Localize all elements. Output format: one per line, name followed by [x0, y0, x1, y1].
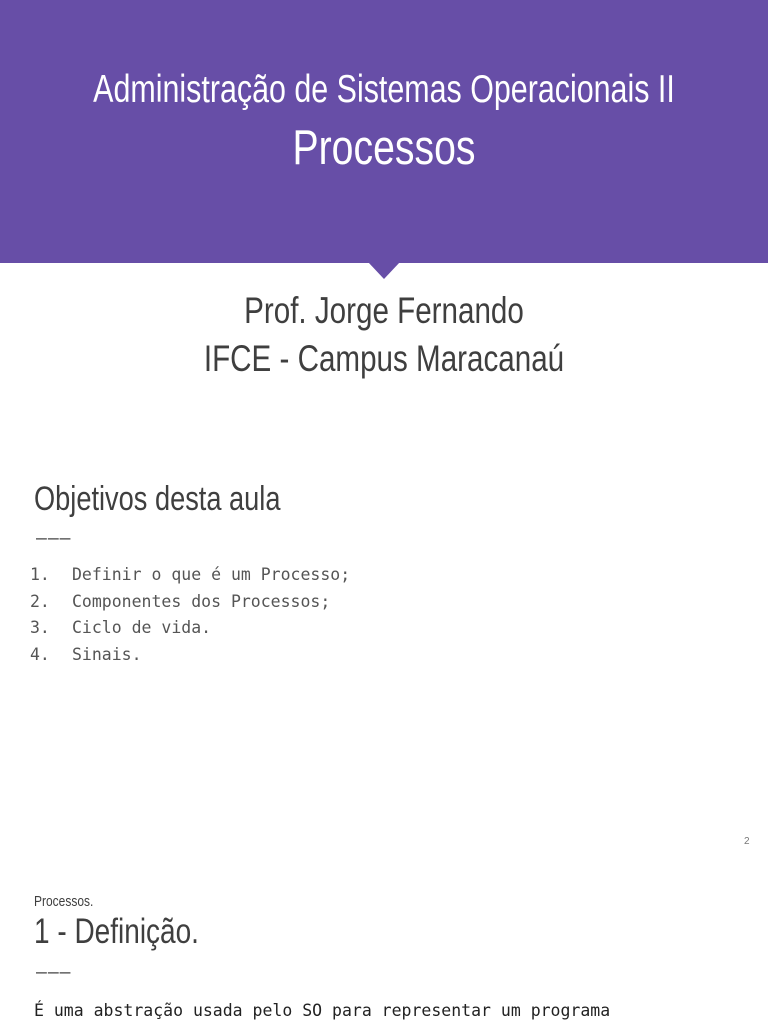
- list-item-text: Ciclo de vida.: [72, 618, 212, 637]
- header-pointer-arrow: [368, 262, 400, 279]
- definition-body-text: É uma abstração usada pelo SO para representar um programa: [34, 1001, 611, 1020]
- presentation-subtitle: Processos: [292, 121, 476, 175]
- list-item-text: Definir o que é um Processo;: [72, 565, 351, 584]
- objectives-divider: ———: [36, 528, 72, 549]
- objectives-heading: Objetivos desta aula: [34, 480, 281, 518]
- list-item-text: Sinais.: [72, 644, 142, 664]
- definition-heading: 1 - Definição.: [34, 912, 199, 951]
- definition-divider: ———: [36, 962, 72, 983]
- list-item: [30, 565, 350, 592]
- author-name: Prof. Jorge Fernando: [244, 290, 524, 331]
- list-item-text: Componentes dos Processos;: [72, 591, 331, 611]
- page-number: 2: [744, 836, 750, 847]
- list-item-number: 2.: [30, 591, 50, 611]
- presentation-title: Administração de Sistemas Operacionais II: [93, 68, 675, 111]
- institution-name: IFCE - Campus Maracanaú: [203, 338, 565, 379]
- list-item: [30, 645, 350, 672]
- objectives-list: [30, 565, 350, 671]
- title-header-band: [0, 0, 768, 263]
- list-item: [30, 592, 350, 619]
- list-item: [30, 618, 350, 645]
- list-item-number: 1.: [30, 565, 50, 584]
- list-item-number: 4.: [30, 644, 50, 664]
- section-label: Processos.: [34, 893, 94, 910]
- list-item-number: 3.: [30, 618, 50, 637]
